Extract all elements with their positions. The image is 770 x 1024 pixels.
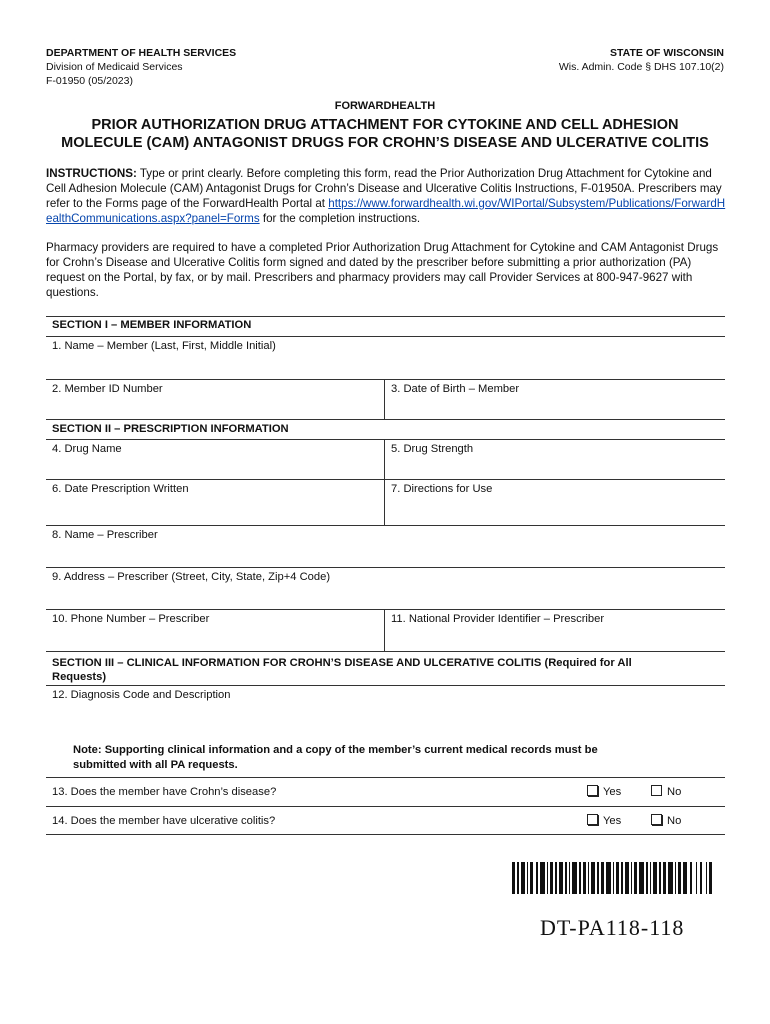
barcode-image	[512, 862, 712, 894]
instructions-after: for the completion instructions.	[259, 212, 421, 225]
field-date-of-birth[interactable]: 3. Date of Birth – Member	[384, 380, 725, 419]
yes-label: Yes	[603, 786, 622, 798]
question-13-row	[46, 777, 725, 806]
agency-name: FORWARDHEALTH	[334, 100, 436, 112]
field-prescriber-address[interactable]	[46, 567, 725, 609]
field-diagnosis[interactable]	[46, 685, 725, 777]
section2-header	[46, 419, 725, 439]
header-left	[46, 46, 236, 88]
form-id: F-01950 (05/2023)	[46, 75, 133, 87]
checkbox-icon[interactable]	[651, 814, 662, 825]
checkbox-icon[interactable]	[587, 814, 598, 825]
section3-title	[46, 652, 725, 685]
member-id-dob-row	[46, 379, 725, 419]
form-title-line2: MOLECULE (CAM) ANTAGONIST DRUGS FOR CROHN’S DISEASE AND ULCERATIVE COLITIS	[61, 135, 709, 151]
supporting-info-note	[73, 743, 598, 773]
field-label: 1. Name – Member (Last, First, Middle Initial)	[52, 340, 276, 352]
header-right	[559, 46, 724, 74]
instructions	[46, 166, 726, 226]
question-14: 14. Does the member have ulcerative colitis?	[52, 815, 276, 827]
checkbox-icon[interactable]	[651, 785, 662, 796]
prescription-row	[46, 479, 725, 525]
form-title-line1: PRIOR AUTHORIZATION DRUG ATTACHMENT FOR CYTOKINE AND CELL ADHESION	[91, 117, 679, 133]
q13-no-option[interactable]	[651, 785, 681, 798]
yes-label: Yes	[603, 815, 622, 827]
field-label: 9. Address – Prescriber (Street, City, State, Zip+4 Code)	[52, 571, 331, 583]
instructions-text: Type or print clearly. Before completing this form, read the Prior Authorization Drug Attachment for Cytokine and Cell Adhesion Molecule (CAM) Antagonist Drugs for Crohn’s Disease and Ulcerative Colitis Instructions, F-01950A. Prescribers may refer to the Forms page of the ForwardHealth Portal at	[46, 167, 722, 210]
form-title	[30, 116, 740, 152]
field-label: 8. Name – Prescriber	[52, 529, 158, 541]
section3-title-line2: Requests)	[52, 671, 107, 683]
field-drug-strength[interactable]: 5. Drug Strength	[384, 440, 725, 479]
note-line2: submitted with all PA requests.	[73, 759, 238, 771]
checkbox-icon[interactable]	[587, 785, 598, 796]
section2-title: SECTION II – PRESCRIPTION INFORMATION	[52, 423, 289, 435]
q14-yes-option[interactable]	[587, 814, 621, 827]
field-prescriber-name[interactable]	[46, 525, 725, 567]
portal-forms-link[interactable]: https://www.forwardhealth.wi.gov/WIPortal/Subsystem/Publications/ForwardHealthCommunications.aspx?panel=Forms	[46, 197, 726, 225]
section1-title: SECTION I – MEMBER INFORMATION	[52, 319, 252, 331]
division-name: Division of Medicaid Services	[46, 61, 183, 73]
field-date-written[interactable]: 6. Date Prescription Written	[52, 483, 189, 495]
q13-yes-option[interactable]	[587, 785, 621, 798]
section3-title-line1: SECTION III – CLINICAL INFORMATION FOR CROHN’S DISEASE AND ULCERATIVE COLITIS (Required for All	[52, 657, 632, 669]
no-label: No	[667, 786, 682, 798]
prescriber-id-row	[46, 609, 725, 651]
pharmacy-note: Pharmacy providers are required to have a completed Prior Authorization Drug Attachment for Cytokine and CAM Antagonist Drugs for Crohn’s Disease and Ulcerative Colitis form signed and dated by the prescriber before submitting a prior authorization (PA) request on the Portal, by fax, or by mail. Prescribers and pharmacy providers may call Provider Services at 800-947-9627 with questions.	[46, 241, 719, 299]
field-member-name[interactable]	[46, 336, 725, 379]
no-label: No	[667, 815, 682, 827]
field-directions[interactable]: 7. Directions for Use	[384, 480, 725, 525]
field-member-id[interactable]: 2. Member ID Number	[52, 383, 163, 395]
field-drug-name[interactable]: 4. Drug Name	[52, 443, 122, 455]
drug-row	[46, 439, 725, 479]
question-14-row	[46, 806, 725, 835]
note-line1: Note: Supporting clinical information and a copy of the member’s current medical records must be	[73, 744, 598, 756]
section1-header	[46, 316, 725, 336]
field-prescriber-phone[interactable]: 10. Phone Number – Prescriber	[52, 613, 210, 625]
state-name: STATE OF WISCONSIN	[610, 47, 724, 59]
department-name: DEPARTMENT OF HEALTH SERVICES	[46, 47, 237, 59]
document-stamp: DT-PA118-118	[540, 915, 685, 940]
q14-no-option[interactable]	[651, 814, 681, 827]
field-label: 12. Diagnosis Code and Description	[52, 689, 231, 701]
question-13: 13. Does the member have Crohn’s disease?	[52, 786, 277, 798]
instructions-label: INSTRUCTIONS:	[46, 167, 137, 180]
field-prescriber-npi[interactable]: 11. National Provider Identifier – Prescriber	[384, 610, 725, 651]
admin-code: Wis. Admin. Code § DHS 107.10(2)	[558, 61, 724, 73]
section3-header	[46, 651, 725, 685]
